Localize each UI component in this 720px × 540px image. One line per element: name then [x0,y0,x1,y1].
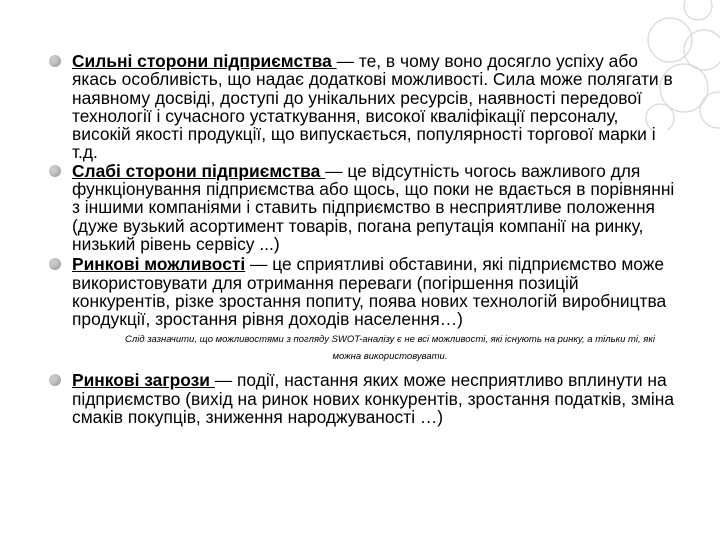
bullet-term: Сильні сторони підприємства [72,51,337,71]
bullet-term: Ринкові можливості [72,254,246,275]
bullet-text: — події, настання яких може несприятливо вплинути на підприємство (вихід на ринок нових конкурентів, зростання податків, зміна смаків покупців, зниження народжуваності …) [72,370,675,428]
bullet-dot-icon [49,374,61,386]
bullet-weaknesses [72,162,680,253]
slide-content [0,52,720,426]
bullet-term: Ринкові загрози [72,370,215,391]
bullet-text: — це сприятливі обставини, які підприємство може використовувати для отримання переваги (погіршення позицій конкурентів, різке зростання попиту, поява нових технологій виробництва продукції, зростання рівня доходів населення…) [72,254,667,330]
bullet-dot-icon [49,55,61,67]
bullet-threats [72,371,680,426]
footnote: Слід зазначити, що можливостями з погляду SWOT-аналізу є не всі можливості, які існують на ринку, а тільки ті, які можна використовувати. [125,334,655,363]
bullet-strengths [72,52,680,162]
bullet-opportunities [72,255,680,328]
bullet-dot-icon [49,258,61,270]
bullet-dot-icon [49,165,61,177]
bullet-text: — це відсутність чогось важливого для функціонування підприємства або щось, що поки не вдається в порівнянні з іншими компаніями і ставить підприємство в несприятливе положення (дуже вузький асортимент товарів, погана репутація компанії на ринку, низький рівень сервісу ...) [72,160,675,254]
bullet-term: Слабі сторони підприємства [72,160,326,181]
bullet-text: — те, в чому воно досягло успіху або якась особливість, що надає додаткові можливості. Сила може полягати в наявному досвіді, доступі до унікальних ресурсів, наявності передової технології і сучасного устаткування, високої кваліфікації персоналу, високій якості продукції, що випускається, популярності торгової марки і т.д. [72,51,673,163]
